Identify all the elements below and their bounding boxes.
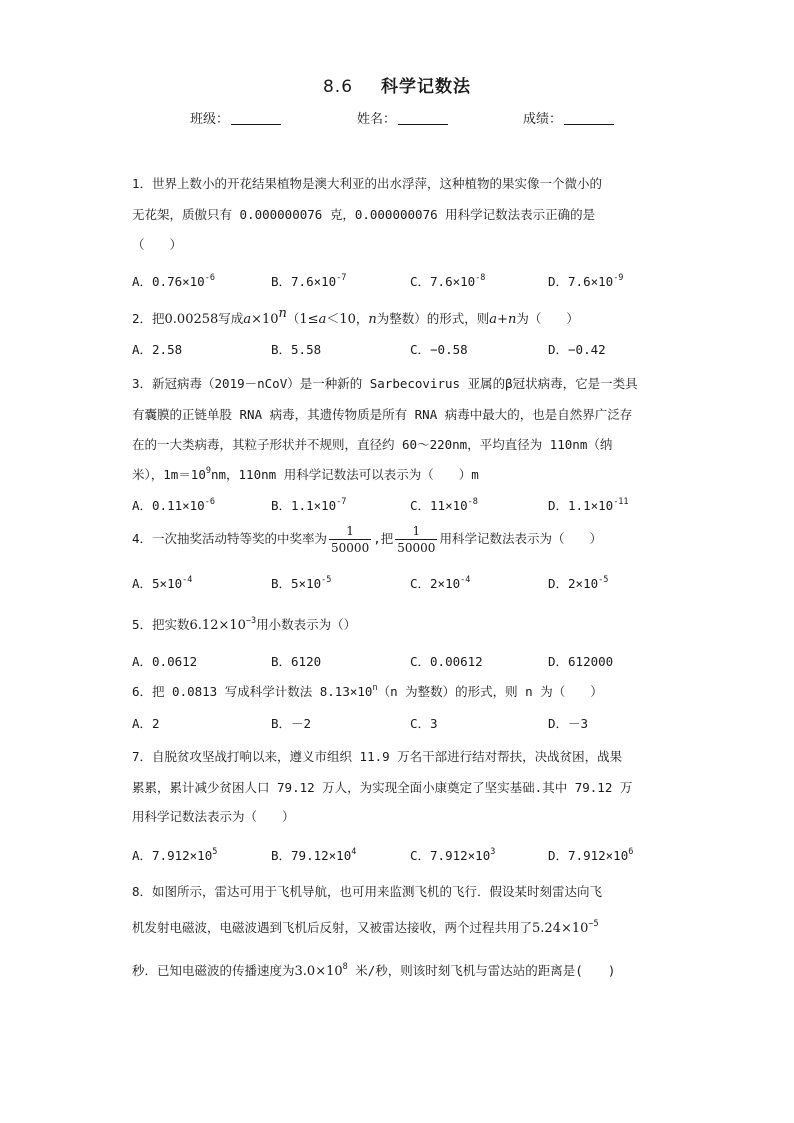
q3-line4: 米），$1m=10^9nm$，110nm 用科学记数法可以表示为（ ）m <box>132 466 479 482</box>
q3-option-d: D．$1.1\times 10^{-11}$ <box>548 497 629 513</box>
q4-option-b: B．$5\times 10^{-5}$ <box>271 575 332 591</box>
q7-option-d: D．$7.912\times 10^6$ <box>548 847 634 863</box>
q3-option-b: B．$1.1\times 10^{-7}$ <box>271 497 347 513</box>
q8-line3: 秒．已知电磁波的传播速度为$3.0\times 10^8$ 米/秒，则该时刻飞机与雷达站的距离是( ) <box>132 962 616 979</box>
q6-line: 6．把 0.0813 写成科学计数法 $8.13\times 10^n(n$ 为整数）的形式，则 n 为（ ） <box>132 683 603 699</box>
q6-option-a: A．2 <box>132 716 160 731</box>
q3-line1: 3．新冠病毒（2019－nCoV）是一种新的 Sarbecovirus 亚属的β冠状病毒，它是一类具 <box>132 376 638 391</box>
q4-line: 4．一次抽奖活动特等奖的中奖率为 $\frac{1}{50000}$ ,把 $\frac{1}{50000}$ 用科学记数法表示为（ ） <box>132 524 602 555</box>
q7-option-b: B．$79.12\times 10^4$ <box>271 847 357 863</box>
q1-option-d: D．$7.6\times 10^{-9}$ <box>548 273 624 289</box>
q1-option-c: C．$7.6\times 10^{-8}$ <box>410 273 486 289</box>
q2-line: 2．把0.00258写成$a\times 10^n(1\le a<10$，n为整数）的形式，则a+n为（ ） <box>132 306 579 327</box>
q4-option-c: C．$2\times 10^{-4}$ <box>410 575 471 591</box>
q3-option-a: A．$0.11\times 10^{-6}$ <box>132 497 215 513</box>
q7-option-a: A．$7.912\times 10^5$ <box>132 847 218 863</box>
q4-option-d: D．$2\times 10^{-5}$ <box>548 575 609 591</box>
page-title <box>0 72 794 97</box>
score-field <box>523 108 614 127</box>
q5-option-a: A．0.0612 <box>132 654 198 669</box>
q6-option-b: B．－2 <box>271 716 312 731</box>
section-title: 科学记数法 <box>381 77 472 97</box>
q4-option-a: A．$5\times 10^{-4}$ <box>132 575 193 591</box>
q2-option-a: A．2.58 <box>132 342 183 357</box>
q7-line2: 累累，累计减少贫困人口 79.12 万人，为实现全面小康奠定了坚实基础.其中 79.12 万 <box>132 780 633 795</box>
q1-line2: 无花架，质傲只有 0.000000076 克，0.000000076 用科学记数法表示正确的是 <box>132 207 596 222</box>
q5-option-b: B．6120 <box>271 654 322 669</box>
q5-option-c: C．0.00612 <box>410 654 483 669</box>
class-field <box>190 108 281 127</box>
name-label: 姓名： <box>357 112 397 127</box>
q5-line: 5．把实数$6.12\times 10^{-3}$用小数表示为（） <box>132 616 357 633</box>
q6-option-c: C．3 <box>410 716 438 731</box>
class-blank <box>231 124 281 125</box>
q8-line1: 8．如图所示，雷达可用于飞机导航，也可用来监测飞机的飞行．假设某时刻雷达向飞 <box>132 884 603 899</box>
q2-option-b: B．5.58 <box>271 342 322 357</box>
q5-option-d: D．612000 <box>548 654 614 669</box>
q1-line1: 1．世界上数小的开花结果植物是澳大利亚的出水浮萍，这种植物的果实像一个微小的 <box>132 176 603 191</box>
section-number: 8.6 <box>322 77 354 97</box>
score-label: 成绩： <box>523 112 563 127</box>
q6-option-d: D．－3 <box>548 716 589 731</box>
q1-option-a: A．$0.76\times 10^{-6}$ <box>132 273 215 289</box>
q3-line2: 有囊膜的正链单股 RNA 病毒，其遗传物质是所有 RNA 病毒中最大的，也是自然界广泛存 <box>132 407 633 422</box>
score-blank <box>564 124 614 125</box>
q2-option-c: C．−0.58 <box>410 342 468 357</box>
q7-option-c: C．$7.912\times 10^3$ <box>410 847 496 863</box>
name-blank <box>398 124 448 125</box>
q7-line3: 用科学记数法表示为（ ） <box>132 809 295 824</box>
q3-line3: 在的一大类病毒，其粒子形状并不规则，直径约 60～220nm，平均直径为 110nm（纳 <box>132 437 613 452</box>
class-label: 班级： <box>190 112 230 127</box>
q7-line1: 7．自脱贫攻坚战打响以来，遵义市组织 11.9 万名干部进行结对帮扶，决战贫困，战果 <box>132 749 623 764</box>
q2-option-d: D．−0.42 <box>548 342 606 357</box>
q8-line2: 机发射电磁波，电磁波遇到飞机后反射，又被雷达接收，两个过程共用了$5.24\times 10^{-5}$ <box>132 919 599 936</box>
name-field <box>357 108 448 127</box>
q1-line3: （ ） <box>132 237 183 252</box>
q4-fraction-1: $\frac{1}{50000}$ <box>331 524 370 555</box>
q1-option-b: B．$7.6\times 10^{-7}$ <box>271 273 347 289</box>
q3-option-c: C．$11\times 10^{-8}$ <box>410 497 478 513</box>
q4-fraction-2: $\frac{1}{50000}$ <box>397 524 436 555</box>
